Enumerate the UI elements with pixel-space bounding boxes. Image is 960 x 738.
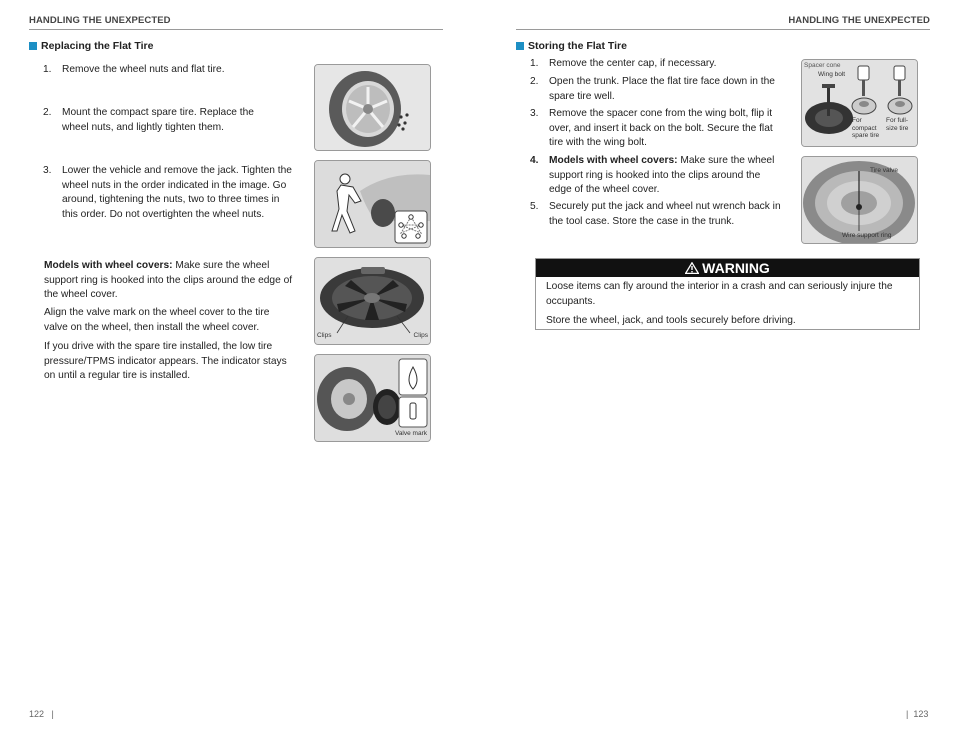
section-marker-icon: [29, 42, 37, 50]
left-step-2: 2. Mount the compact spare tire. Replace the wheel nuts, and lightly tighten them.: [43, 107, 254, 133]
clips-label-right: Clips: [413, 332, 428, 339]
section-marker-icon: [516, 42, 524, 50]
left-page-number: 122 |: [29, 709, 54, 719]
for-full-label: For full-size tire: [886, 117, 909, 132]
left-step-1: 1. Remove the wheel nuts and flat tire.: [43, 64, 225, 75]
figure-tighten-nuts: [314, 160, 431, 248]
clips-label-left: Clips: [317, 332, 332, 339]
right-step-3: 3. Remove the spacer cone from the wing bolt, flip it over, and insert it back on the bolt. Secure the flat tire with the wing bolt.: [530, 108, 773, 149]
valve-mark-label: Valve mark: [394, 430, 427, 437]
left-step-3: 3. Lower the vehicle and remove the jack. Tighten the wheel nuts in the order indicated in the image. Go around, tightening the nuts, two to three times in this order. Do not overtighten the wheel nuts.: [43, 165, 292, 220]
right-running-header: HANDLING THE UNEXPECTED: [788, 15, 930, 26]
wire-ring-label: Wire support ring: [842, 232, 892, 239]
warning-line-1: Loose items can fly around the interior in a crash and can seriously injure the occupants.: [546, 281, 893, 307]
left-tpms-paragraph: If you drive with the spare tire installed, the low tire pressure/TPMS indicator appears. The indicator stays on until a regular tire is installed.: [44, 341, 287, 382]
right-header-rule: [516, 29, 930, 30]
warning-header: WARNING: [536, 259, 919, 277]
left-running-header: HANDLING THE UNEXPECTED: [29, 15, 171, 26]
right-step-5: 5. Securely put the jack and wheel nut wrench back in the tool case. Store the case in the trunk.: [530, 201, 781, 227]
warning-triangle-icon: [685, 262, 699, 274]
left-valve-paragraph: Align the valve mark on the wheel cover to the tire valve on the wheel, then install the wheel cover.: [44, 307, 270, 333]
wing-bolt-label: Wing bolt: [818, 71, 846, 78]
figure-wire-support-ring: [801, 156, 918, 244]
right-step-1: 1. Remove the center cap, if necessary.: [530, 58, 717, 69]
left-section-title: Replacing the Flat Tire: [29, 40, 153, 52]
right-page-number: | 123: [906, 709, 929, 719]
figure-wheel-cover-clips: [314, 257, 431, 345]
right-step-4: 4. Models with wheel covers: Make sure the wheel support ring is hooked into the clips around the edge of the wheel cover.: [530, 155, 775, 196]
spacer-cone-label: Spacer cone: [804, 62, 841, 69]
right-step-2: 2. Open the trunk. Place the flat tire face down in the spare tire well.: [530, 76, 775, 102]
figure-valve-mark: [314, 354, 431, 442]
tire-valve-label: Tire valve: [870, 167, 898, 174]
for-compact-label: For compact spare tire: [852, 117, 880, 139]
left-wheel-cover-note: Models with wheel covers: Make sure the wheel support ring is hooked into the clips around the edge of the wheel cover.: [44, 260, 293, 301]
warning-box: [535, 258, 920, 330]
figure-remove-tire: [314, 64, 431, 151]
right-section-title: Storing the Flat Tire: [516, 40, 627, 52]
left-header-rule: [29, 29, 443, 30]
figure-spacer-cone: [801, 59, 918, 147]
warning-line-2: Store the wheel, jack, and tools securely before driving.: [546, 315, 796, 327]
